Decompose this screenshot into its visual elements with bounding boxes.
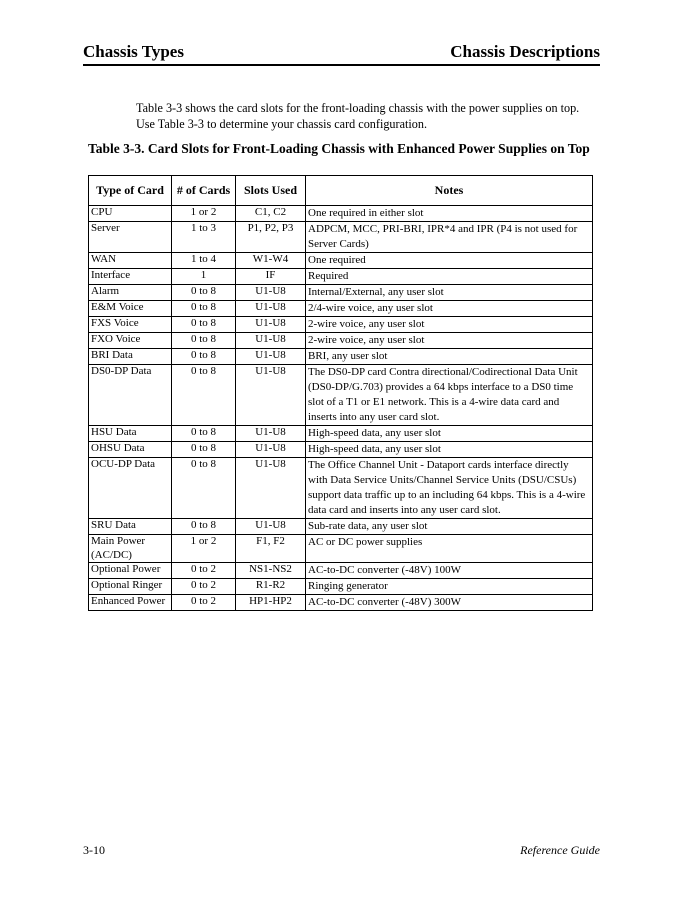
cell-count: 0 to 8	[172, 442, 236, 458]
cell-type: Interface	[89, 269, 172, 285]
cell-notes: High-speed data, any user slot	[306, 442, 593, 458]
cell-count: 0 to 2	[172, 563, 236, 579]
cell-type: Main Power (AC/DC)	[89, 535, 172, 563]
cell-slots: NS1-NS2	[236, 563, 306, 579]
cell-slots: U1-U8	[236, 519, 306, 535]
intro-paragraph	[136, 100, 606, 132]
cell-count: 0 to 8	[172, 285, 236, 301]
table-row	[89, 442, 593, 458]
cell-count: 0 to 8	[172, 458, 236, 519]
cell-slots: U1-U8	[236, 333, 306, 349]
cell-type: FXS Voice	[89, 317, 172, 333]
cell-type: OHSU Data	[89, 442, 172, 458]
cell-slots: U1-U8	[236, 365, 306, 426]
cell-type: E&M Voice	[89, 301, 172, 317]
table-header-row	[89, 176, 593, 206]
table-row	[89, 206, 593, 222]
cell-notes: AC-to-DC converter (-48V) 300W	[306, 595, 593, 611]
cell-notes: The Office Channel Unit - Dataport cards interface directly with Data Service Units/Channel Service Units (DSU/CSUs) support data traffic up to an including 64 kbps. This is a 4-wire data card and inserts into any user card slot.	[306, 458, 593, 519]
cell-count: 0 to 8	[172, 301, 236, 317]
cell-type: CPU	[89, 206, 172, 222]
intro-line-1: Table 3-3 shows the card slots for the front-loading chassis with the power supplies on top.	[136, 101, 580, 115]
cell-slots: W1-W4	[236, 253, 306, 269]
cell-type: Enhanced Power	[89, 595, 172, 611]
cell-count: 0 to 8	[172, 426, 236, 442]
cell-count: 1	[172, 269, 236, 285]
table-row	[89, 317, 593, 333]
table-row	[89, 285, 593, 301]
cell-count: 0 to 8	[172, 349, 236, 365]
cell-count: 1 or 2	[172, 206, 236, 222]
cell-notes: Ringing generator	[306, 579, 593, 595]
table-row	[89, 253, 593, 269]
intro-line-2: Use Table 3-3 to determine your chassis card configuration.	[136, 117, 427, 131]
cell-type: OCU-DP Data	[89, 458, 172, 519]
cell-notes: High-speed data, any user slot	[306, 426, 593, 442]
cell-notes: BRI, any user slot	[306, 349, 593, 365]
table-row	[89, 301, 593, 317]
table-body	[89, 206, 593, 611]
table-row	[89, 426, 593, 442]
cell-count: 1 or 2	[172, 535, 236, 563]
table-row	[89, 349, 593, 365]
cell-slots: U1-U8	[236, 317, 306, 333]
cell-slots: C1, C2	[236, 206, 306, 222]
cell-count: 0 to 8	[172, 333, 236, 349]
table-row	[89, 269, 593, 285]
page-number: 3-10	[83, 843, 105, 857]
cell-count: 0 to 8	[172, 317, 236, 333]
table-row	[89, 535, 593, 563]
cell-count: 0 to 2	[172, 595, 236, 611]
cell-notes: One required in either slot	[306, 206, 593, 222]
section-title: Chassis Types	[83, 42, 184, 61]
cell-notes: Internal/External, any user slot	[306, 285, 593, 301]
cell-type: FXO Voice	[89, 333, 172, 349]
cell-count: 0 to 2	[172, 579, 236, 595]
cell-slots: F1, F2	[236, 535, 306, 563]
cell-slots: U1-U8	[236, 442, 306, 458]
column-header-slots: Slots Used	[236, 176, 306, 206]
table-row	[89, 563, 593, 579]
column-header-notes: Notes	[306, 176, 593, 206]
table-row	[89, 222, 593, 253]
cell-type: Server	[89, 222, 172, 253]
column-header-type: Type of Card	[89, 176, 172, 206]
cell-notes: ADPCM, MCC, PRI-BRI, IPR*4 and IPR (P4 is not used for Server Cards)	[306, 222, 593, 253]
cell-type: Optional Ringer	[89, 579, 172, 595]
cell-type: BRI Data	[89, 349, 172, 365]
cell-count: 1 to 4	[172, 253, 236, 269]
cell-notes: One required	[306, 253, 593, 269]
cell-notes: Required	[306, 269, 593, 285]
cell-notes: 2-wire voice, any user slot	[306, 333, 593, 349]
cell-count: 0 to 8	[172, 519, 236, 535]
cell-slots: U1-U8	[236, 426, 306, 442]
cell-notes: 2/4-wire voice, any user slot	[306, 301, 593, 317]
chapter-title: Chassis Descriptions	[450, 42, 600, 61]
cell-slots: U1-U8	[236, 458, 306, 519]
table-row	[89, 595, 593, 611]
table-row	[89, 365, 593, 426]
cell-count: 0 to 8	[172, 365, 236, 426]
cell-slots: U1-U8	[236, 349, 306, 365]
cell-slots: P1, P2, P3	[236, 222, 306, 253]
cell-count: 1 to 3	[172, 222, 236, 253]
table-row	[89, 458, 593, 519]
cell-notes: The DS0-DP card Contra directional/Codirectional Data Unit (DS0-DP/G.703) provides a 64 kbps interface to a DS0 time slot of a T1 or E1 network. This is a 4-wire data card and inserts into any user card slot.	[306, 365, 593, 426]
cell-slots: U1-U8	[236, 285, 306, 301]
cell-type: HSU Data	[89, 426, 172, 442]
cell-type: WAN	[89, 253, 172, 269]
cell-notes: 2-wire voice, any user slot	[306, 317, 593, 333]
card-slots-table	[88, 175, 593, 611]
table-title: Table 3-3. Card Slots for Front-Loading Chassis with Enhanced Power Supplies on Top	[88, 141, 590, 156]
column-header-count: # of Cards	[172, 176, 236, 206]
cell-slots: HP1-HP2	[236, 595, 306, 611]
cell-type: DS0-DP Data	[89, 365, 172, 426]
cell-type: Optional Power	[89, 563, 172, 579]
cell-type: Alarm	[89, 285, 172, 301]
table-row	[89, 579, 593, 595]
cell-type: SRU Data	[89, 519, 172, 535]
table-row	[89, 519, 593, 535]
cell-notes: AC or DC power supplies	[306, 535, 593, 563]
table-row	[89, 333, 593, 349]
cell-notes: AC-to-DC converter (-48V) 100W	[306, 563, 593, 579]
guide-name: Reference Guide	[520, 843, 600, 857]
cell-slots: R1-R2	[236, 579, 306, 595]
page-header	[83, 42, 600, 66]
cell-slots: U1-U8	[236, 301, 306, 317]
cell-notes: Sub-rate data, any user slot	[306, 519, 593, 535]
cell-slots: IF	[236, 269, 306, 285]
